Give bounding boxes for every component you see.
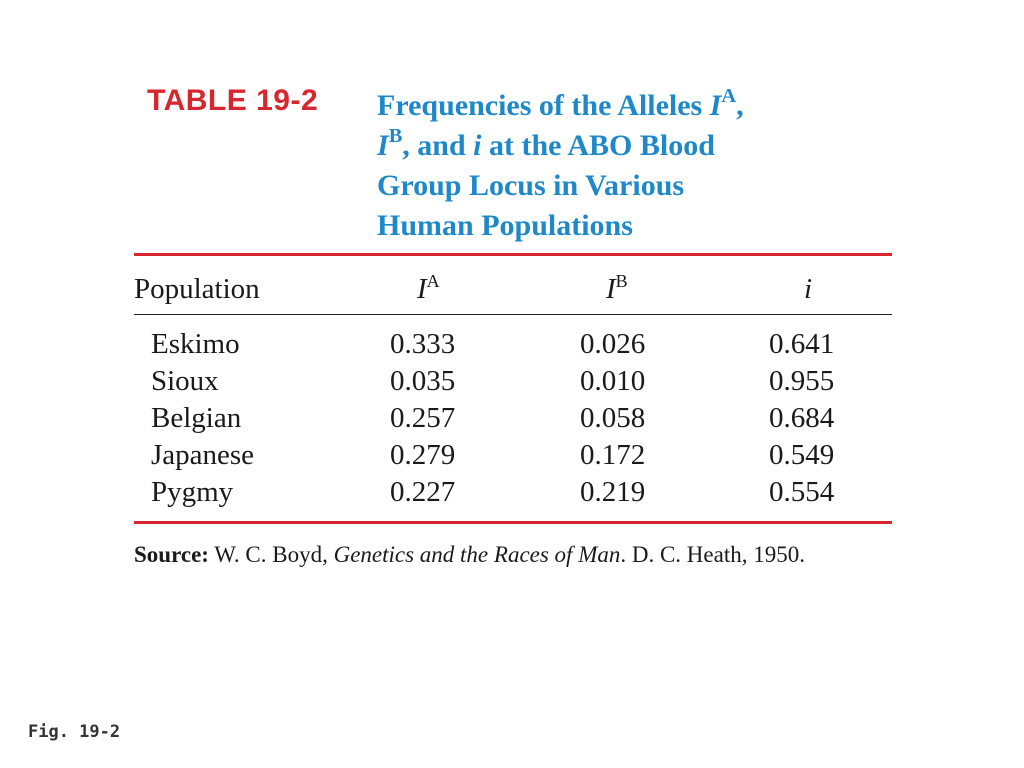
header-ia-superscript: A: [426, 270, 440, 291]
header-ib-symbol: I: [606, 273, 616, 305]
header-allele-i: [804, 270, 812, 308]
title-comma: ,: [736, 89, 744, 122]
title-line-4: Human Populations: [377, 209, 633, 242]
cell-population: Belgian: [151, 402, 242, 434]
cell-ib: 0.172: [580, 439, 646, 471]
allele-ib-superscript: B: [388, 124, 403, 147]
cell-population: Eskimo: [151, 328, 240, 360]
allele-ib-symbol: I: [377, 129, 389, 162]
header-ia-symbol: I: [417, 273, 427, 305]
cell-ib: 0.219: [580, 476, 646, 508]
table-row: [0, 437, 1024, 474]
title-text: Frequencies of the Alleles: [377, 89, 710, 122]
table-title: [377, 86, 847, 246]
table-row: [0, 363, 1024, 400]
table-body: [0, 326, 1024, 511]
title-text: at the ABO Blood: [481, 129, 715, 162]
cell-i: 0.955: [769, 365, 835, 397]
allele-ia-symbol: I: [709, 89, 722, 122]
title-line-3: Group Locus in Various: [377, 169, 685, 202]
cell-ia: 0.333: [390, 328, 456, 360]
table-row: [0, 474, 1024, 511]
allele-i-symbol: i: [473, 129, 482, 162]
header-population: Population: [134, 273, 260, 305]
cell-ia: 0.227: [390, 476, 456, 508]
cell-ib: 0.010: [580, 365, 646, 397]
cell-i: 0.554: [769, 476, 835, 508]
cell-ia: 0.257: [390, 402, 456, 434]
header-i-symbol: i: [804, 273, 813, 305]
cell-ib: 0.058: [580, 402, 646, 434]
source-publisher: . D. C. Heath, 1950.: [620, 542, 805, 567]
header-rule: [134, 314, 892, 315]
title-line-1: [377, 86, 847, 126]
header-allele-ib: [606, 270, 628, 308]
source-label: Source:: [134, 542, 209, 567]
source-book-title: Genetics and the Races of Man: [333, 542, 621, 567]
source-author: W. C. Boyd,: [208, 542, 334, 567]
header-allele-ia: [417, 270, 440, 308]
header-ib-superscript: B: [615, 270, 628, 291]
cell-ia: 0.035: [390, 365, 456, 397]
title-line-2: [377, 126, 847, 166]
cell-population: Japanese: [151, 439, 255, 471]
bottom-rule: [134, 521, 892, 524]
figure-label: Fig. 19-2: [28, 722, 121, 742]
cell-i: 0.641: [769, 328, 835, 360]
title-text: , and: [402, 129, 474, 162]
cell-ib: 0.026: [580, 328, 646, 360]
allele-ia-superscript: A: [721, 84, 737, 107]
cell-ia: 0.279: [390, 439, 456, 471]
table-row: [0, 400, 1024, 437]
top-rule: [134, 253, 892, 256]
cell-population: Pygmy: [151, 476, 234, 508]
table-label: TABLE 19-2: [147, 84, 319, 117]
cell-population: Sioux: [151, 365, 219, 397]
source-note: [134, 539, 805, 571]
cell-i: 0.684: [769, 402, 835, 434]
table-row: [0, 326, 1024, 363]
cell-i: 0.549: [769, 439, 835, 471]
